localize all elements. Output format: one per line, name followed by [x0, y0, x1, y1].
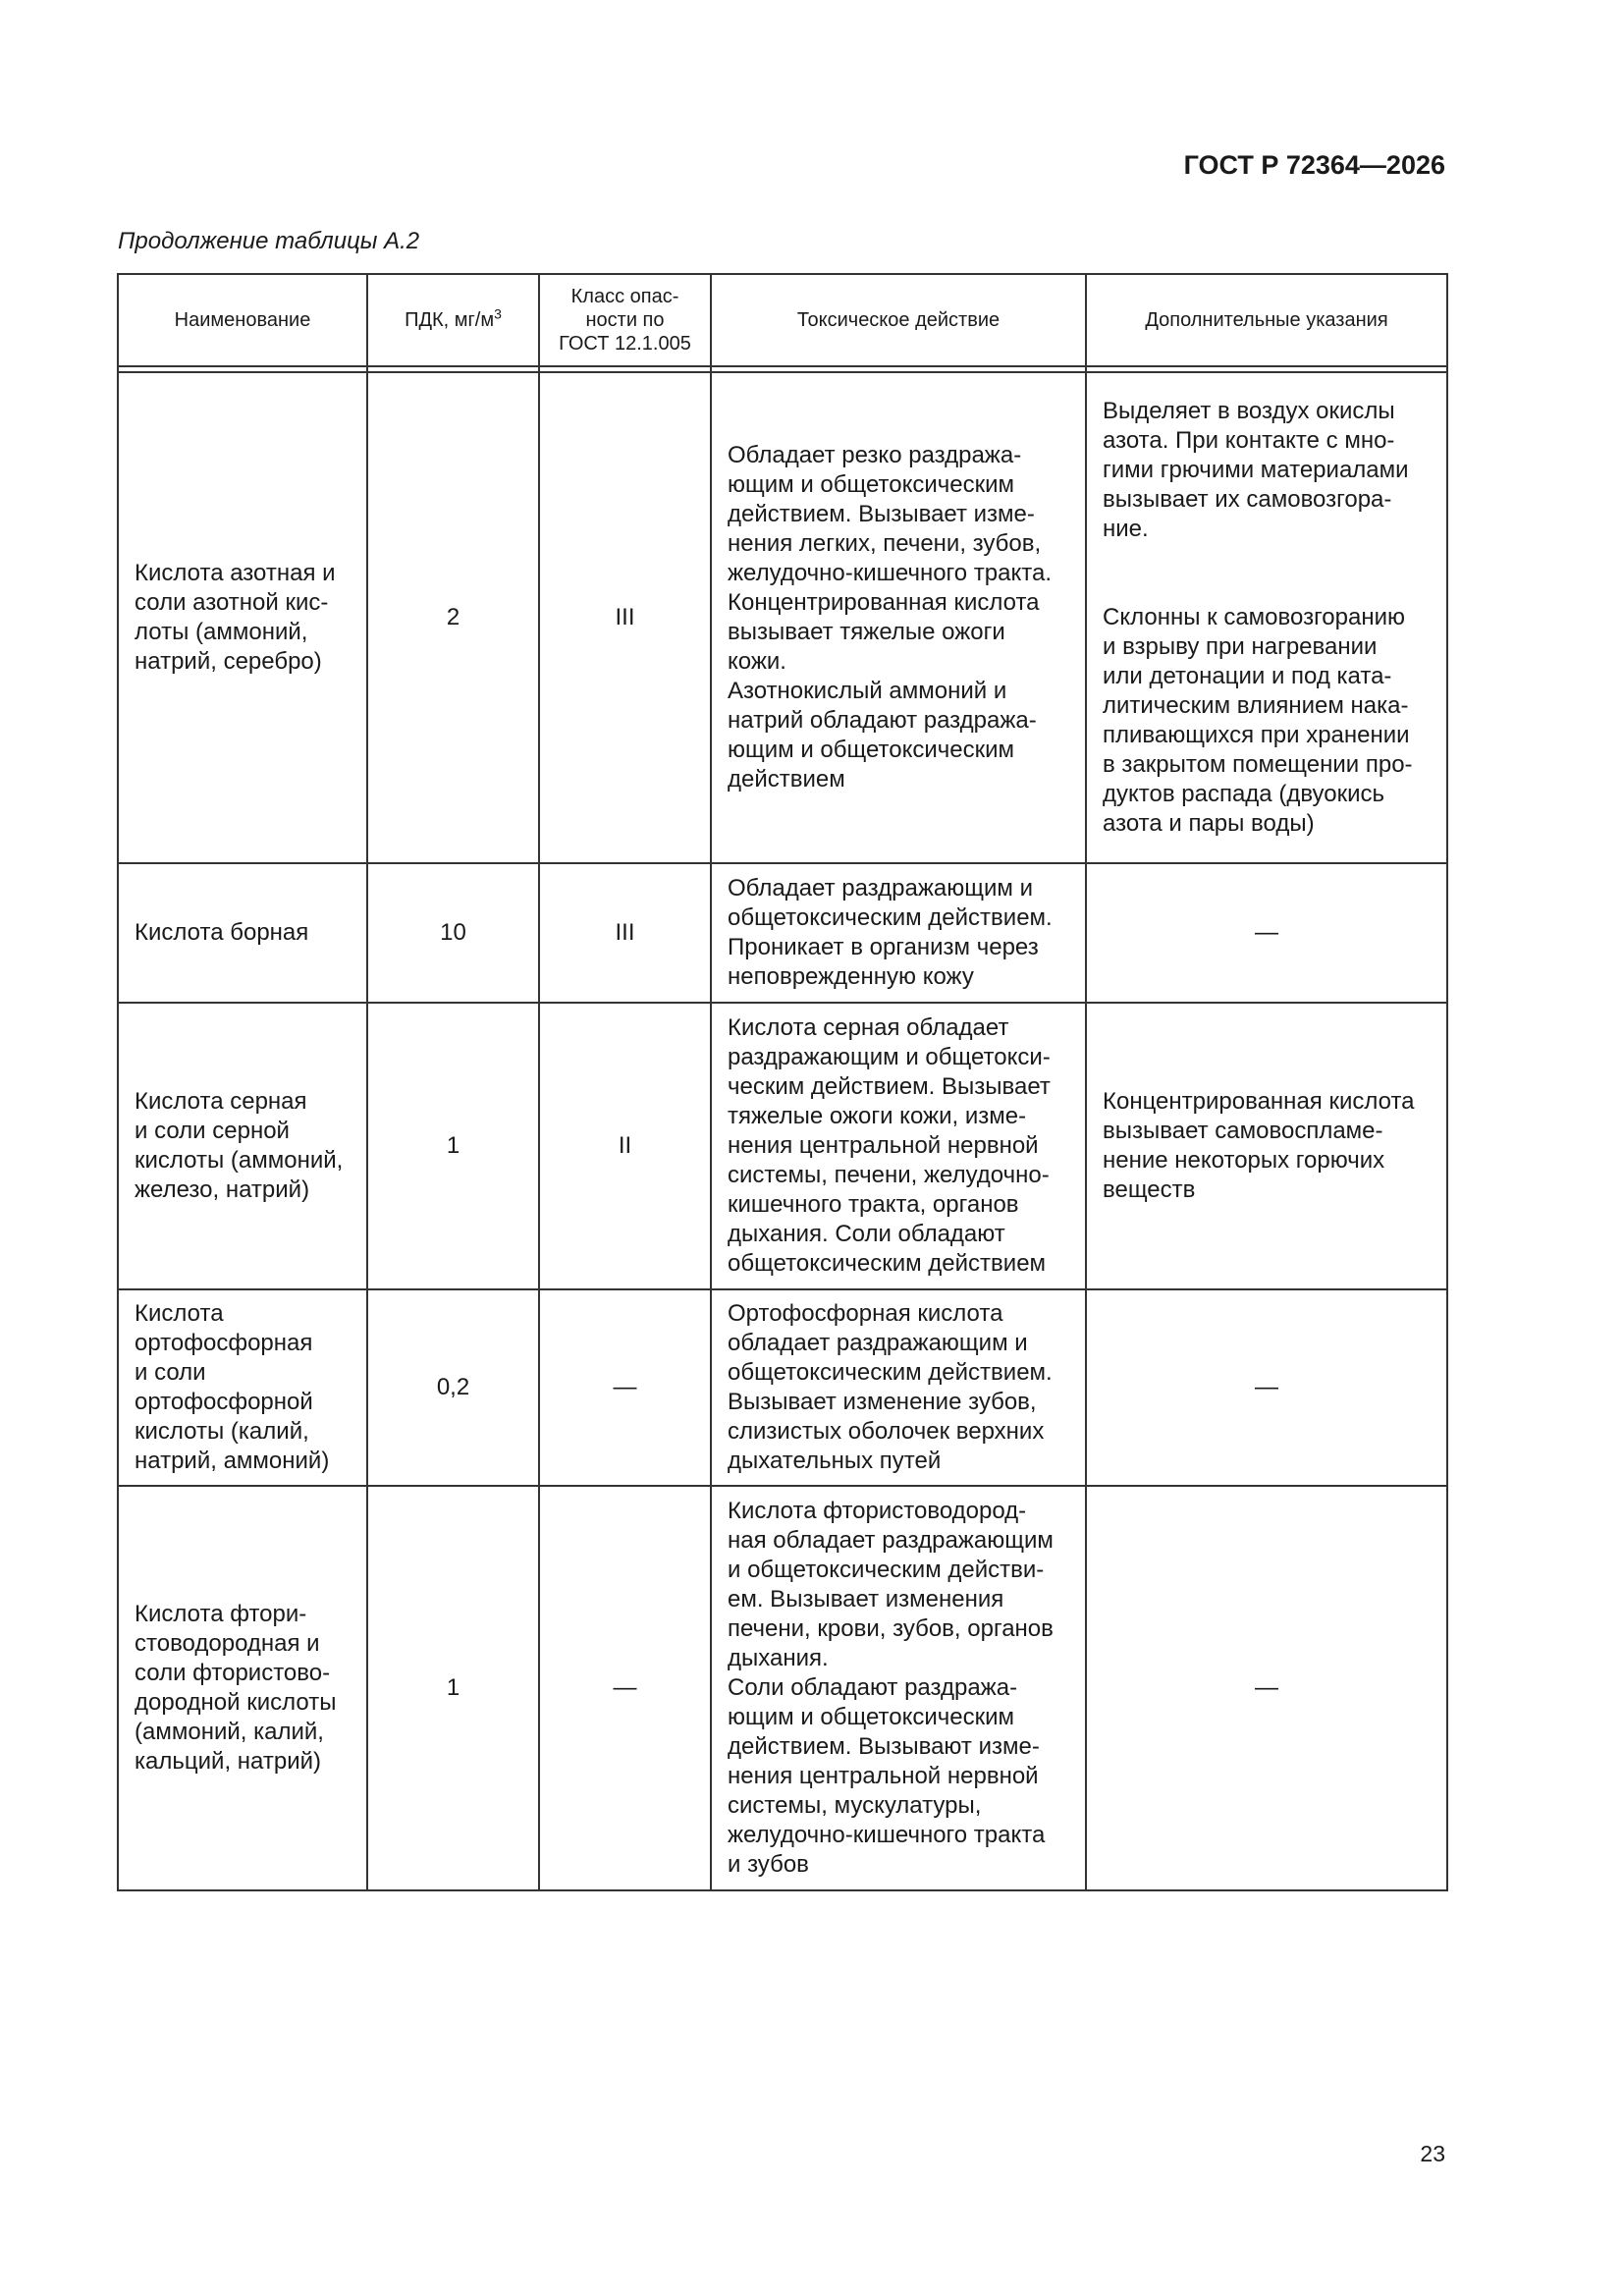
table-row: [118, 1003, 1447, 1289]
cell-name: Кислота азотная и соли азотной кис- лоты (аммоний, натрий, серебро): [118, 372, 367, 863]
table-row: [118, 863, 1447, 1003]
cell-name: Кислота ортофосфорная и соли ортофосфорной кислоты (калий, натрий, аммоний): [118, 1289, 367, 1486]
notes-text-2: Склонны к самовозгоранию и взрыву при нагревании или детонации и под ката- литическим влиянием нака- пливающихся при хранении в закрытом помещении про- дуктов распада (двуокись азота и пары воды): [1103, 604, 1413, 837]
table-row: [118, 1289, 1447, 1486]
column-header-notes: Дополнительные указания: [1086, 274, 1447, 366]
cell-hazard-class: II: [539, 1003, 711, 1289]
pdk-header-text: ПДК, мг/м: [405, 309, 495, 331]
cell-hazard-class: III: [539, 863, 711, 1003]
cell-hazard-class: III: [539, 372, 711, 863]
cell-pdk: 0,2: [367, 1289, 539, 1486]
cell-name: Кислота борная: [118, 863, 367, 1003]
column-header-name: Наименование: [118, 274, 367, 366]
cell-pdk: 1: [367, 1003, 539, 1289]
cell-toxic-action: Обладает резко раздража- ющим и общетоксическим действием. Вызывает изме- нения легких, печени, зубов, желудочно-кишечного тракта. Концентрированная кислота вызывает тяжелые ожоги кожи. Азотнокислый аммоний и натрий обладают раздража- ющим и общетоксическим действием: [711, 372, 1086, 863]
cell-toxic-action: Ортофосфорная кислота обладает раздражающим и общетоксическим действием. Вызывает изменение зубов, слизистых оболочек верхних дыхательных путей: [711, 1289, 1086, 1486]
table-caption: Продолжение таблицы А.2: [118, 228, 420, 254]
substances-table: [117, 273, 1448, 1891]
table-row: [118, 1486, 1447, 1890]
cell-notes: —: [1086, 863, 1447, 1003]
cell-hazard-class: —: [539, 1289, 711, 1486]
cell-name: Кислота фтори- стоводородная и соли фтористово- дородной кислоты (аммоний, калий, кальций, натрий): [118, 1486, 367, 1890]
notes-text: Выделяет в воздух окислы азота. При контакте с мно- гими грючими материалами вызывает их самовозгора- ние.: [1103, 398, 1409, 542]
page-number: 23: [1420, 2141, 1445, 2166]
cell-toxic-action: Кислота серная обладает раздражающим и общетокси- ческим действием. Вызывает тяжелые ожоги кожи, изме- нения центральной нервной системы, печени, желудочно- кишечного тракта, органов дыхания. Соли обладают общетоксическим действием: [711, 1003, 1086, 1289]
column-header-toxic-action: Токсическое действие: [711, 274, 1086, 366]
cell-notes: [1086, 372, 1447, 863]
cell-name: Кислота серная и соли серной кислоты (аммоний, железо, натрий): [118, 1003, 367, 1289]
cell-toxic-action: Кислота фтористоводород- ная обладает раздражающим и общетоксическим действи- ем. Вызывает изменения печени, крови, зубов, органов дыхания. Соли обладают раздража- ющим и общетоксическим действием. Вызывают изме- нения центральной нервной системы, мускулатуры, желудочно-кишечного тракта и зубов: [711, 1486, 1086, 1890]
table-row: [118, 372, 1447, 863]
cell-notes: —: [1086, 1486, 1447, 1890]
cell-toxic-action: Обладает раздражающим и общетоксическим действием. Проникает в организм через неповрежденную кожу: [711, 863, 1086, 1003]
cell-pdk: 1: [367, 1486, 539, 1890]
cell-hazard-class: —: [539, 1486, 711, 1890]
column-header-hazard-class: Класс опас- ности по ГОСТ 12.1.005: [539, 274, 711, 366]
cell-pdk: 10: [367, 863, 539, 1003]
document-code: ГОСТ Р 72364—2026: [1183, 150, 1445, 180]
column-header-pdk: [367, 274, 539, 366]
table-header-row: [118, 274, 1447, 366]
cell-notes: Концентрированная кислота вызывает самовоспламе- нение некоторых горючих веществ: [1086, 1003, 1447, 1289]
cell-notes: —: [1086, 1289, 1447, 1486]
pdk-unit-superscript: 3: [494, 305, 502, 322]
cell-pdk: 2: [367, 372, 539, 863]
